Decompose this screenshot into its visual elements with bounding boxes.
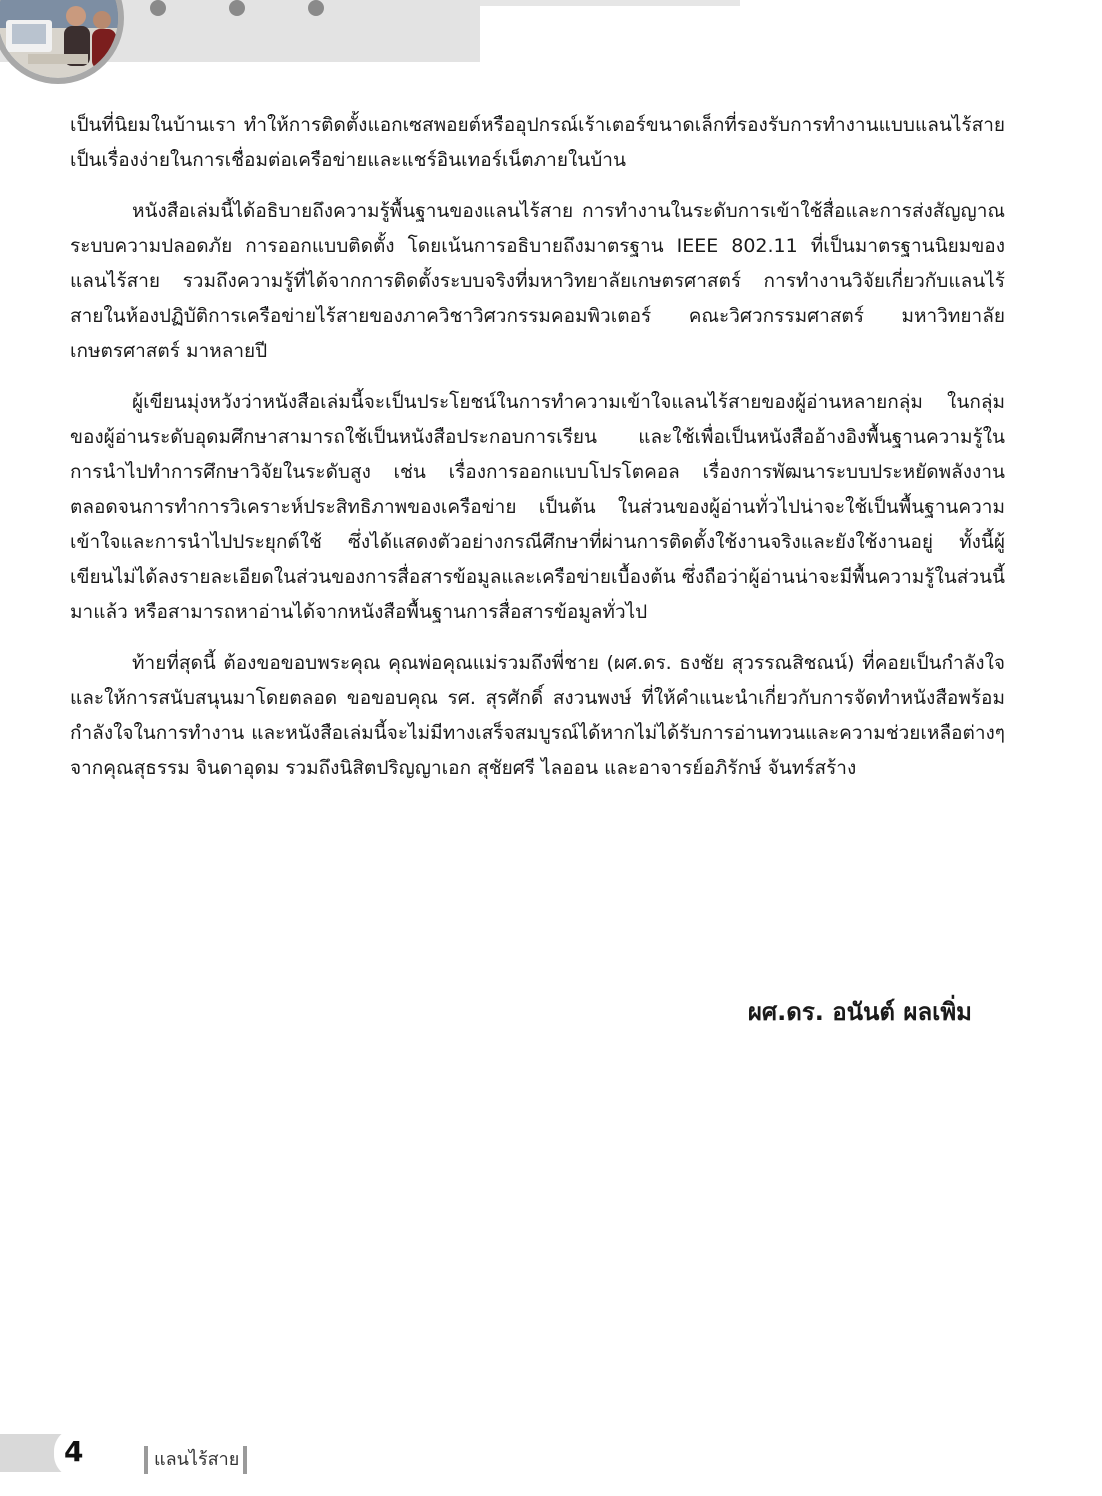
header-dot (229, 0, 245, 16)
running-title: แลนไร้สาย (154, 1449, 240, 1470)
page-number: 4 (64, 1435, 84, 1468)
paragraph: เป็นที่นิยมในบ้านเรา ทำให้การติดตั้งแอกเซสพอยต์หรืออุปกรณ์เร้าเตอร์ขนาดเล็กที่รองรับการทำงานแบบแลนไร้สายเป็นเรื่องง่ายในการเชื่อมต่อเครือข่ายและแชร์อินเทอร์เน็ตภายในบ้าน (70, 114, 1005, 171)
header-divider (480, 0, 740, 6)
paragraph: ท้ายที่สุดนี้ ต้องขอขอบพระคุณ คุณพ่อคุณแม่รวมถึงพี่ชาย (ผศ.ดร. ธงชัย สุวรรณสิชณน์) ที่คอยเป็นกำลังใจและให้การสนับสนุนมาโดยตลอด ขอขอบคุณ รศ. สุรศักดิ์ สงวนพงษ์ ที่ให้คำแนะนำเกี่ยวกับการจัดทำหนังสือพร้อมกำลังใจในการทำงาน และหนังสือเล่มนี้จะไม่มีทางเสร็จสมบูรณ์ได้หากไม่ได้รับการอ่านทวนและความช่วยเหลือต่างๆ จากคุณสุธรรม จินดาอุดม รวมถึงนิสิตปริญญาเอก สุชัยศรี ไลออน และอาจารย์อภิรักษ์ จันทร์สร้าง (70, 652, 1005, 779)
preface-body (70, 108, 1005, 802)
paragraph: หนังสือเล่มนี้ได้อธิบายถึงความรู้พื้นฐานของแลนไร้สาย การทำงานในระดับการเข้าใช้สื่อและการส่งสัญญาณ ระบบความปลอดภัย การออกแบบติดตั้ง โดยเน้นการอธิบายถึงมาตรฐาน IEEE 802.11 ที่เป็นมาตรฐานนิยมของแลนไร้สาย รวมถึงความรู้ที่ได้จากการติดตั้งระบบจริงที่มหาวิทยาลัยเกษตรศาสตร์ การทำงานวิจัยเกี่ยวกับแลนไร้สายในห้องปฏิบัติการเครือข่ายไร้สายของภาควิชาวิศวกรรมคอมพิวเตอร์ คณะวิศวกรรมศาสตร์ มหาวิทยาลัยเกษตรศาสตร์ มาหลายปี (70, 200, 1005, 362)
header-dot (308, 0, 324, 16)
author-signature: ผศ.ดร. อนันต์ ผลเพิ่ม (747, 998, 972, 1026)
footer-divider (144, 1446, 148, 1474)
paragraph: ผู้เขียนมุ่งหวังว่าหนังสือเล่มนี้จะเป็นประโยชน์ในการทำความเข้าใจแลนไร้สายของผู้อ่านหลายกลุ่ม ในกลุ่มของผู้อ่านระดับอุดมศึกษาสามารถใช้เป็นหนังสือประกอบการเรียน และใช้เพื่อเป็นหนังสืออ้างอิงพื้นฐานความรู้ในการนำไปทำการศึกษาวิจัยในระดับสูง เช่น เรื่องการออกแบบโปรโตคอล เรื่องการพัฒนาระบบประหยัดพลังงาน ตลอดจนการทำการวิเคราะห์ประสิทธิภาพของเครือข่าย เป็นต้น ในส่วนของผู้อ่านทั่วไปน่าจะใช้เป็นพื้นฐานความเข้าใจและการนำไปประยุกต์ใช้ ซึ่งได้แสดงตัวอย่างกรณีศึกษาที่ผ่านการติดตั้งใช้งานจริงและยังใช้งานอยู่ ทั้งนี้ผู้เขียนไม่ได้ลงรายละเอียดในส่วนของการสื่อสารข้อมูลและเครือข่ายเบื้องต้น ซึ่งถือว่าผู้อ่านน่าจะมีพื้นความรู้ในส่วนนี้มาแล้ว หรือสามารถหาอ่านได้จากหนังสือพื้นฐานการสื่อสารข้อมูลทั่วไป (70, 391, 1005, 623)
footer-divider (243, 1446, 247, 1474)
header-dot (150, 0, 166, 16)
